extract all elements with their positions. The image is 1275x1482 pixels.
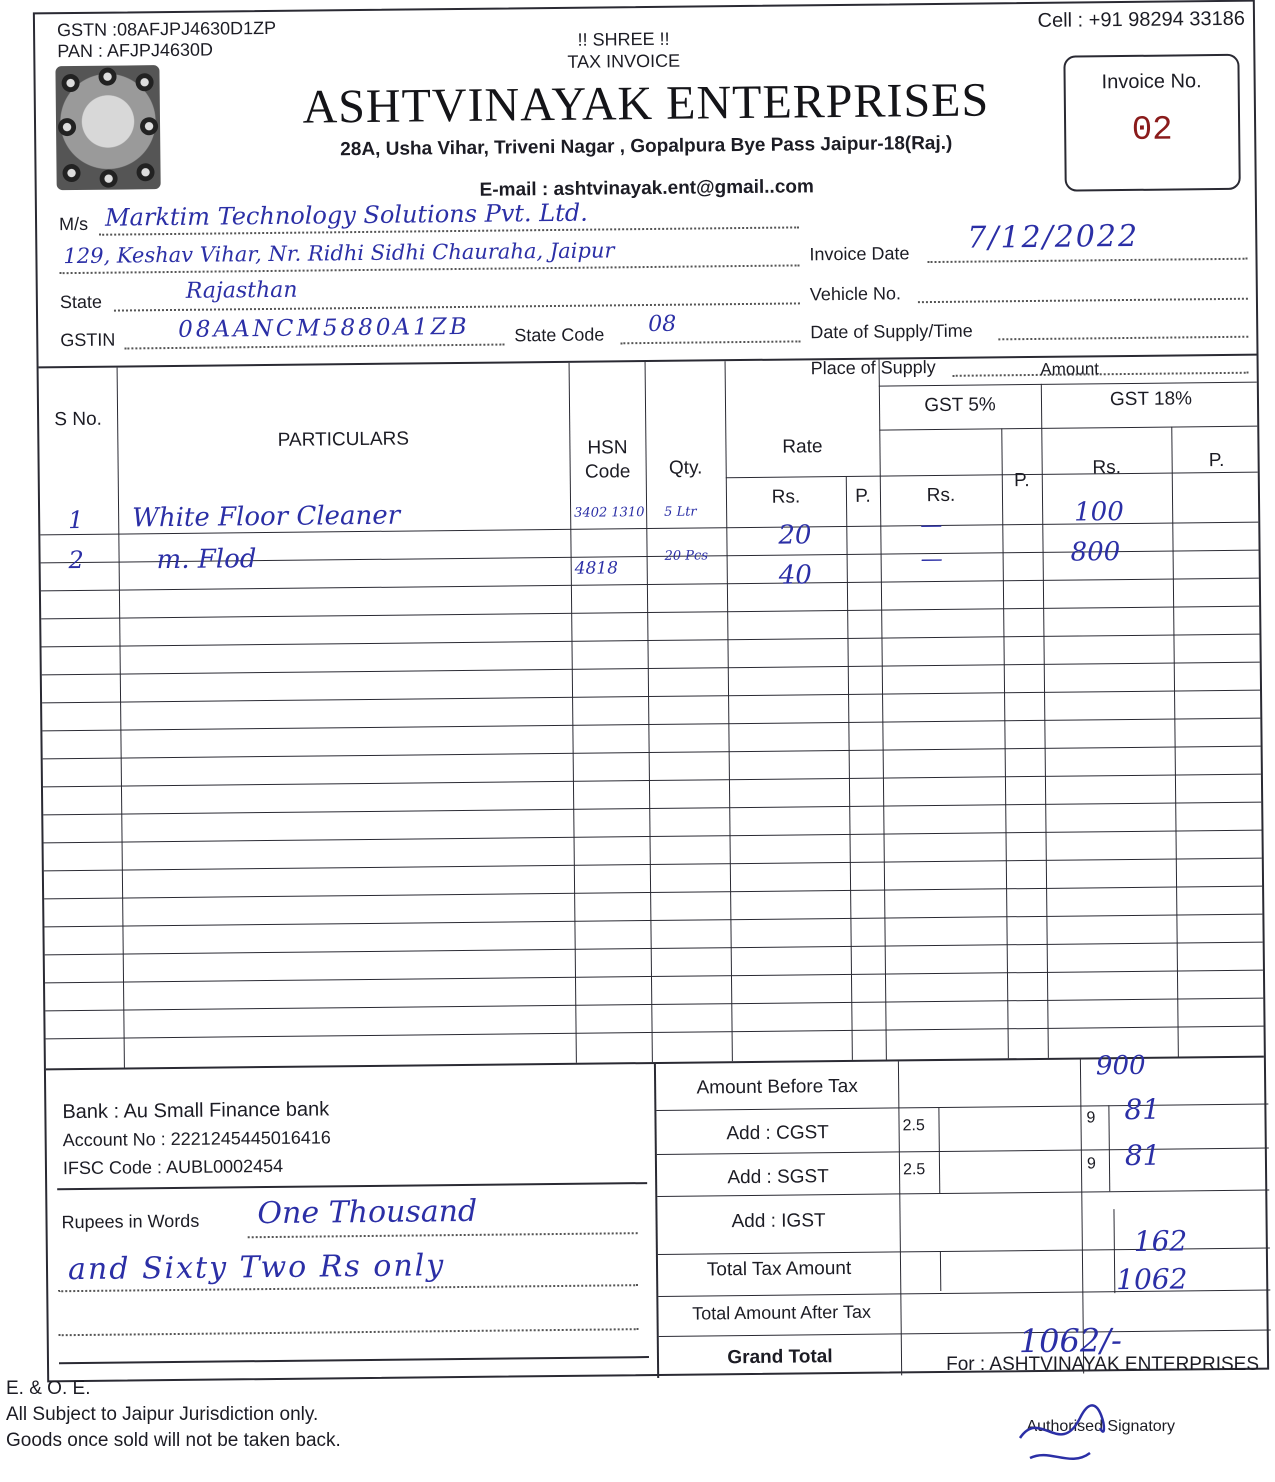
header-gst18-p: P. <box>1208 449 1225 472</box>
words-line1: One Thousand <box>257 1193 478 1232</box>
header-gst5-rs: Rs. <box>926 484 956 507</box>
total-tax-label: Total Tax Amount <box>706 1257 852 1281</box>
account-number: Account No : 2221245445016416 <box>62 1127 331 1151</box>
before-tax-value: 900 <box>1095 1050 1146 1082</box>
row2-rate: 40 <box>778 560 813 591</box>
row2-particulars: m. Flod <box>156 544 257 576</box>
row2-sno: 2 <box>68 545 85 575</box>
header-gst5-p: P. <box>1013 470 1030 492</box>
before-tax-label: Amount Before Tax <box>696 1075 858 1099</box>
sgst-label: Add : SGST <box>727 1166 829 1189</box>
supply-time-label: Date of Supply/Time <box>810 320 973 343</box>
signature-scribble-icon <box>1010 1398 1120 1478</box>
bottom-section <box>46 1050 1267 1385</box>
header-rate-rs: Rs. <box>771 486 801 508</box>
igst-label: Add : IGST <box>731 1210 826 1233</box>
grand-total-value: 1062/- <box>1018 1321 1123 1361</box>
sgst-value: 81 <box>1124 1138 1161 1173</box>
vehicle-label: Vehicle No. <box>809 283 902 305</box>
pan-text: PAN : AFJPJ4630D <box>57 39 214 62</box>
gstin-label: GSTIN <box>60 329 116 351</box>
row2-gst18: 800 <box>1070 537 1121 568</box>
company-address: 28A, Usha Vihar, Triveni Nagar , Gopalpura Bye Pass Jaipur-18(Raj.) <box>340 132 953 161</box>
ganesha-logo-icon <box>55 65 160 190</box>
invoice-sheet <box>33 0 1269 1382</box>
invoice-number-label: Invoice No. <box>1101 70 1202 94</box>
company-email: E-mail : ashtvinayak.ent@gmail..com <box>479 176 814 201</box>
row2-qty: 20 Pcs <box>664 548 709 564</box>
row1-qty: 5 Ltr <box>664 504 697 520</box>
invoice-number-value: 02 <box>1131 111 1173 150</box>
ifsc-code: IFSC Code : AUBL0002454 <box>62 1155 284 1179</box>
cgst-value: 81 <box>1124 1092 1161 1127</box>
gstin-value: 08AANCM5880A1ZB <box>178 313 470 343</box>
bank-details <box>62 1095 331 1182</box>
sgst-rate: 2.5 <box>902 1161 926 1179</box>
items-table <box>39 354 1264 1071</box>
company-name: ASHTVINAYAK ENTERPRISES <box>302 73 990 134</box>
jurisdiction-text: All Subject to Jaipur Jurisdiction only. <box>6 1404 319 1425</box>
authorised-signatory: Authorised Signatory <box>1026 1418 1175 1435</box>
total-tax-value: 162 <box>1133 1224 1188 1258</box>
row1-particulars: White Floor Cleaner <box>132 500 401 534</box>
ms-label: M/s <box>58 213 89 235</box>
shree-block <box>567 28 680 73</box>
goods-text: Goods once sold will not be taken back. <box>6 1430 341 1451</box>
row1-sno: 1 <box>68 505 84 535</box>
customer-name: Marktim Technology Solutions Pvt. Ltd. <box>104 198 588 232</box>
header-qty: Qty. <box>668 457 703 479</box>
bank-name: Bank : Au Small Finance bank <box>62 1098 330 1124</box>
cgst-label: Add : CGST <box>726 1122 829 1145</box>
words-label: Rupees in Words <box>61 1210 200 1233</box>
for-company: For : ASHTVINAYAK ENTERPRISES <box>946 1354 1259 1375</box>
header-rate-p: P. <box>855 485 871 507</box>
gstn-text: GSTN :08AFJPJ4630D1ZP <box>56 17 277 41</box>
cgst-rate-2: 9 <box>1086 1109 1096 1127</box>
eoe-text: E. & O. E. <box>6 1378 91 1399</box>
row1-gst18: 100 <box>1073 497 1124 528</box>
header-particulars: PARTICULARS <box>277 428 410 451</box>
grand-total-label: Grand Total <box>727 1346 833 1369</box>
invoice-number-box <box>1063 54 1240 192</box>
place-label: Place of Supply <box>810 357 936 379</box>
row1-hsn: 3402 1310 <box>574 505 645 521</box>
header-gst5: GST 5% <box>924 394 996 417</box>
row1-rate: 20 <box>778 520 812 551</box>
state-label: State <box>59 291 103 313</box>
cgst-rate: 2.5 <box>902 1117 925 1135</box>
row2-hsn: 4818 <box>574 558 619 579</box>
row2-gst5: — <box>920 546 943 573</box>
customer-address: 129, Keshav Vihar, Nr. Ridhi Sidhi Chauraha, Jaipur <box>63 238 615 269</box>
words-line2: and Sixty Two Rs only <box>67 1248 446 1288</box>
state-code-value: 08 <box>648 311 677 338</box>
header-amount: Amount <box>1040 359 1100 379</box>
gstn-pan-block <box>57 18 277 62</box>
state-code-label: State Code <box>514 324 605 346</box>
after-tax-value: 1062 <box>1116 1262 1188 1297</box>
sgst-rate-2: 9 <box>1086 1155 1096 1173</box>
header-rate: Rate <box>782 436 823 458</box>
customer-block <box>37 192 1257 379</box>
header-gst18: GST 18% <box>1109 388 1193 411</box>
after-tax-label: Total Amount After Tax <box>692 1301 872 1324</box>
terms-block <box>6 1376 341 1454</box>
shree-text: !! SHREE !! <box>577 28 670 50</box>
totals-block <box>654 1050 1271 1378</box>
invoice-date-label: Invoice Date <box>809 243 910 265</box>
header-sno: S No. <box>54 408 102 431</box>
row1-gst5: — <box>920 512 943 539</box>
amount-in-words <box>57 1182 649 1364</box>
state-value: Rajasthan <box>185 277 298 304</box>
tax-invoice-text: TAX INVOICE <box>567 50 681 72</box>
header-gst18-rs: Rs. <box>1092 457 1122 479</box>
invoice-date-value: 7/12/2022 <box>967 218 1140 256</box>
cell-number: Cell : +91 98294 33186 <box>1037 7 1246 32</box>
header-hsn: HSN Code <box>584 437 631 483</box>
